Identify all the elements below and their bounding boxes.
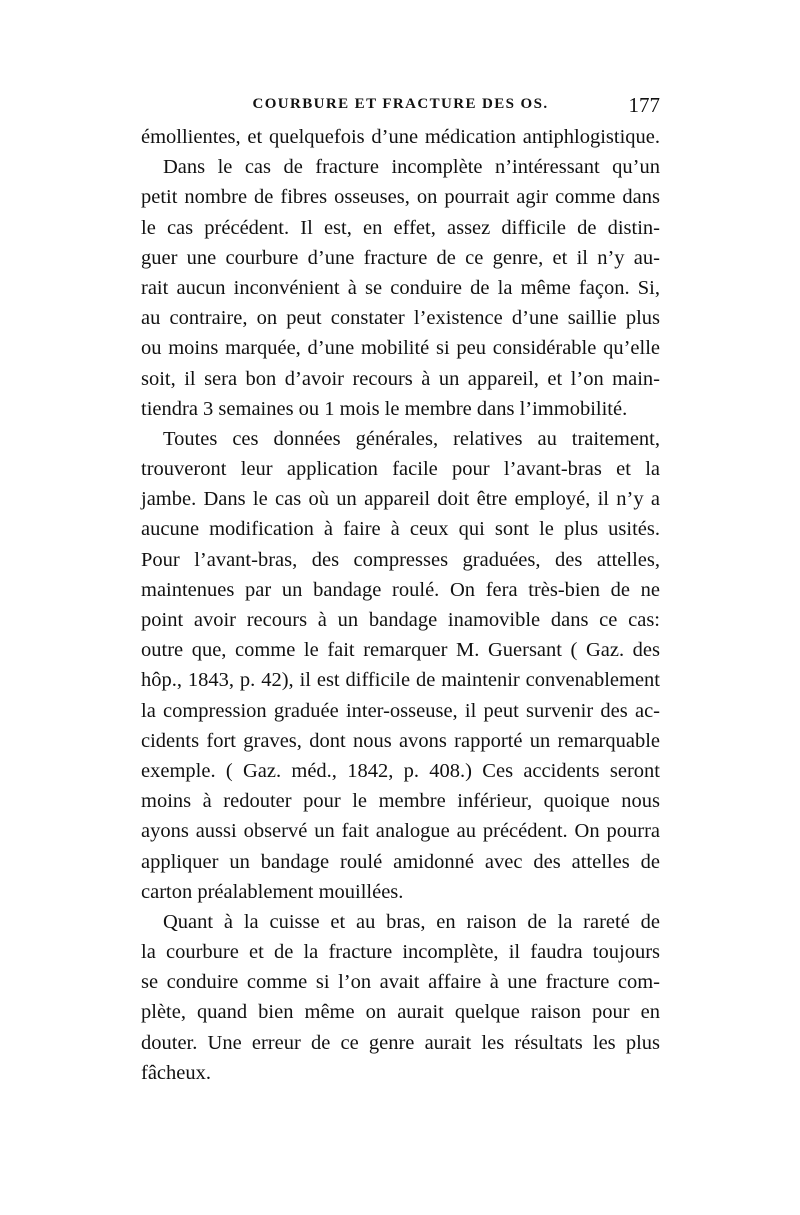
text-line: maintenues par un bandage roulé. On fera très-bien de ne [141,578,660,601]
page-number: 177 [628,93,660,117]
text-line: tiendra 3 semaines ou 1 mois le membre dans l’immobilité. [141,397,628,420]
text-line: moins à redouter pour le membre inférieur, quoique nous [141,790,660,813]
text-line: ou moins marquée, d’une mobilité si peu considérable qu’elle [141,337,660,360]
text-line: soit, il sera bon d’avoir recours à un appareil, et l’on main- [141,367,660,390]
text-line: outre que, comme le fait remarquer M. Guersant ( Gaz. des [141,639,660,662]
text-line: émollientes, et quelquefois d’une médication antiphlogistique. [141,126,660,148]
text-line: petit nombre de fibres osseuses, on pourrait agir comme dans [141,186,660,209]
text-line: le cas précédent. Il est, en effet, assez difficile de distin- [141,216,660,239]
text-line: douter. Une erreur de ce genre aurait les résultats les plus [141,1031,660,1054]
text-line: Dans le cas de fracture incomplète n’intéressant qu’un [163,156,660,179]
text-line: au contraire, on peut constater l’existence d’une saillie plus [141,307,660,330]
page-header [141,94,660,124]
text-line: ayons aussi observé un fait analogue au précédent. On pourra [141,820,660,843]
text-line: rait aucun inconvénient à se conduire de la même façon. Si, [141,276,660,299]
text-line: appliquer un bandage roulé amidonné avec des attelles de [141,850,660,873]
text-line: Pour l’avant-bras, des compresses graduées, des attelles, [141,548,660,571]
text-line: jambe. Dans le cas où un appareil doit être employé, il n’y a [141,488,660,511]
text-line: la compression graduée inter-osseuse, il peut survenir des ac- [141,699,660,722]
text-line: point avoir recours à un bandage inamovible dans ce cas: [141,609,660,631]
text-line: cidents fort graves, dont nous avons rapporté un remarquable [141,729,660,752]
running-title: COURBURE ET FRACTURE DES OS. [252,96,549,112]
text-line: trouveront leur application facile pour l’avant-bras et la [141,458,660,481]
text-line: la courbure et de la fracture incomplète, il faudra toujours [141,941,660,964]
text-line: carton préalablement mouillées. [141,880,404,903]
text-line: plète, quand bien même on aurait quelque raison pour en [141,1001,660,1024]
body-text [141,122,660,1088]
text-line: guer une courbure d’une fracture de ce genre, et il n’y au- [141,246,660,269]
text-line: fâcheux. [141,1061,211,1084]
text-line: aucune modification à faire à ceux qui sont le plus usités. [141,518,660,541]
text-line: Toutes ces données générales, relatives au traitement, [163,427,660,450]
text-line: Quant à la cuisse et au bras, en raison de la rareté de [163,910,660,933]
text-line: se conduire comme si l’on avait affaire à une fracture com- [141,971,660,994]
text-line: exemple. ( Gaz. méd., 1842, p. 408.) Ces accidents seront [141,759,660,782]
text-line: hôp., 1843, p. 42), il est difficile de maintenir convenablement [141,669,660,692]
